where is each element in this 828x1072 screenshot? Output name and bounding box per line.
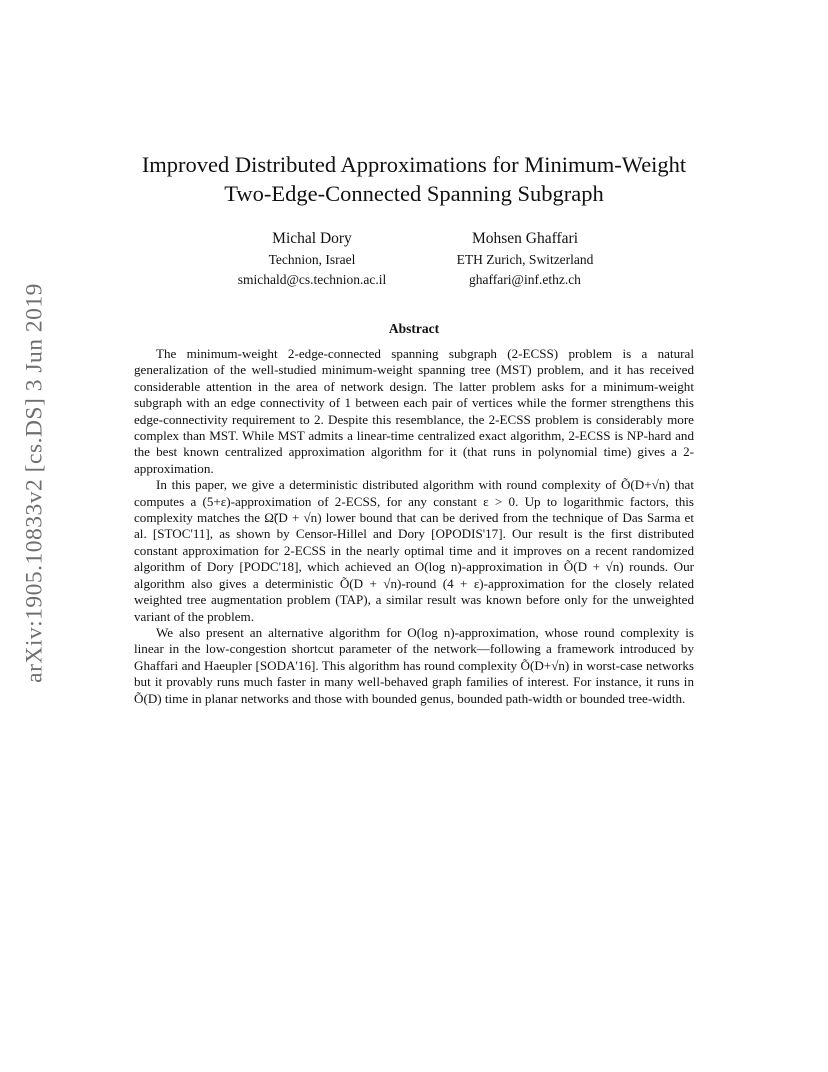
paper-title (100, 150, 728, 208)
arxiv-sidebar (14, 283, 56, 683)
title-line-2: Two-Edge-Connected Spanning Subgraph (224, 181, 604, 206)
abstract-paragraph-1: The minimum-weight 2-edge-connected spanning subgraph (2-ECSS) problem is a natural generalization of the well-studied minimum-weight spanning tree (MST) problem, and it has received considerable attention in the area of network design. The latter problem asks for a minimum-weight subgraph with an edge connectivity of 1 between each pair of vertices while the former strengthens this edge-connectivity requirement to 2. Despite this resemblance, the 2-ECSS problem is considerably more complex than MST. While MST admits a linear-time centralized exact algorithm, 2-ECSS is NP-hard and the best known centralized approximation algorithm for it (that runs in polynomial time) gives a 2-approximation. (134, 346, 694, 476)
abstract-paragraph-2: In this paper, we give a deterministic distributed algorithm with round complexity of Õ(D+√n) that computes a (5+ε)-approximation of 2-ECSS, for any constant ε > 0. Up to logarithmic factors, this complexity matches the Ω̃(D + √n) lower bound that can be derived from the technique of Das Sarma et al. [STOC'11], as shown by Censor-Hillel and Dory [OPODIS'17]. Our result is the first distributed constant approximation for 2-ECSS in the nearly optimal time and it improves on a recent randomized algorithm of Dory [PODC'18], which achieved an O(log n)-approximation in Õ(D + √n) rounds. Our algorithm also gives a deterministic Õ(D + √n)-round (4 + ε)-approximation for the closely related weighted tree augmentation problem (TAP), a similar result was known before only for the unweighted variant of the problem. (134, 477, 694, 624)
author-email: smichald@cs.technion.ac.il (237, 272, 387, 287)
author-name: Mohsen Ghaffari (471, 230, 579, 247)
author-name: Michal Dory (272, 230, 352, 247)
abstract-heading: Abstract (388, 321, 440, 336)
abstract-paragraph-3: We also present an alternative algorithm for O(log n)-approximation, whose round complexity is linear in the low-congestion shortcut parameter of the network—following a framework introduced by Ghaffari and Haeupler [SODA'16]. This algorithm has round complexity Õ(D+√n) in worst-case networks but it provably runs much faster in many well-behaved graph families of interest. For instance, it runs in Õ(D) time in planar networks and those with bounded genus, bounded path-width or bounded tree-width. (134, 624, 694, 706)
abstract-body (134, 346, 694, 707)
author-affiliation: ETH Zurich, Switzerland (456, 252, 594, 267)
author-email: ghaffari@inf.ethz.ch (469, 272, 581, 287)
author-affiliation: Technion, Israel (268, 252, 356, 267)
arxiv-identifier: arXiv:1905.10833v2 [cs.DS] 3 Jun 2019 (21, 283, 48, 683)
author-block-1 (222, 228, 402, 290)
author-block-2 (430, 228, 620, 290)
title-line-1: Improved Distributed Approximations for Minimum-Weight (141, 152, 687, 177)
